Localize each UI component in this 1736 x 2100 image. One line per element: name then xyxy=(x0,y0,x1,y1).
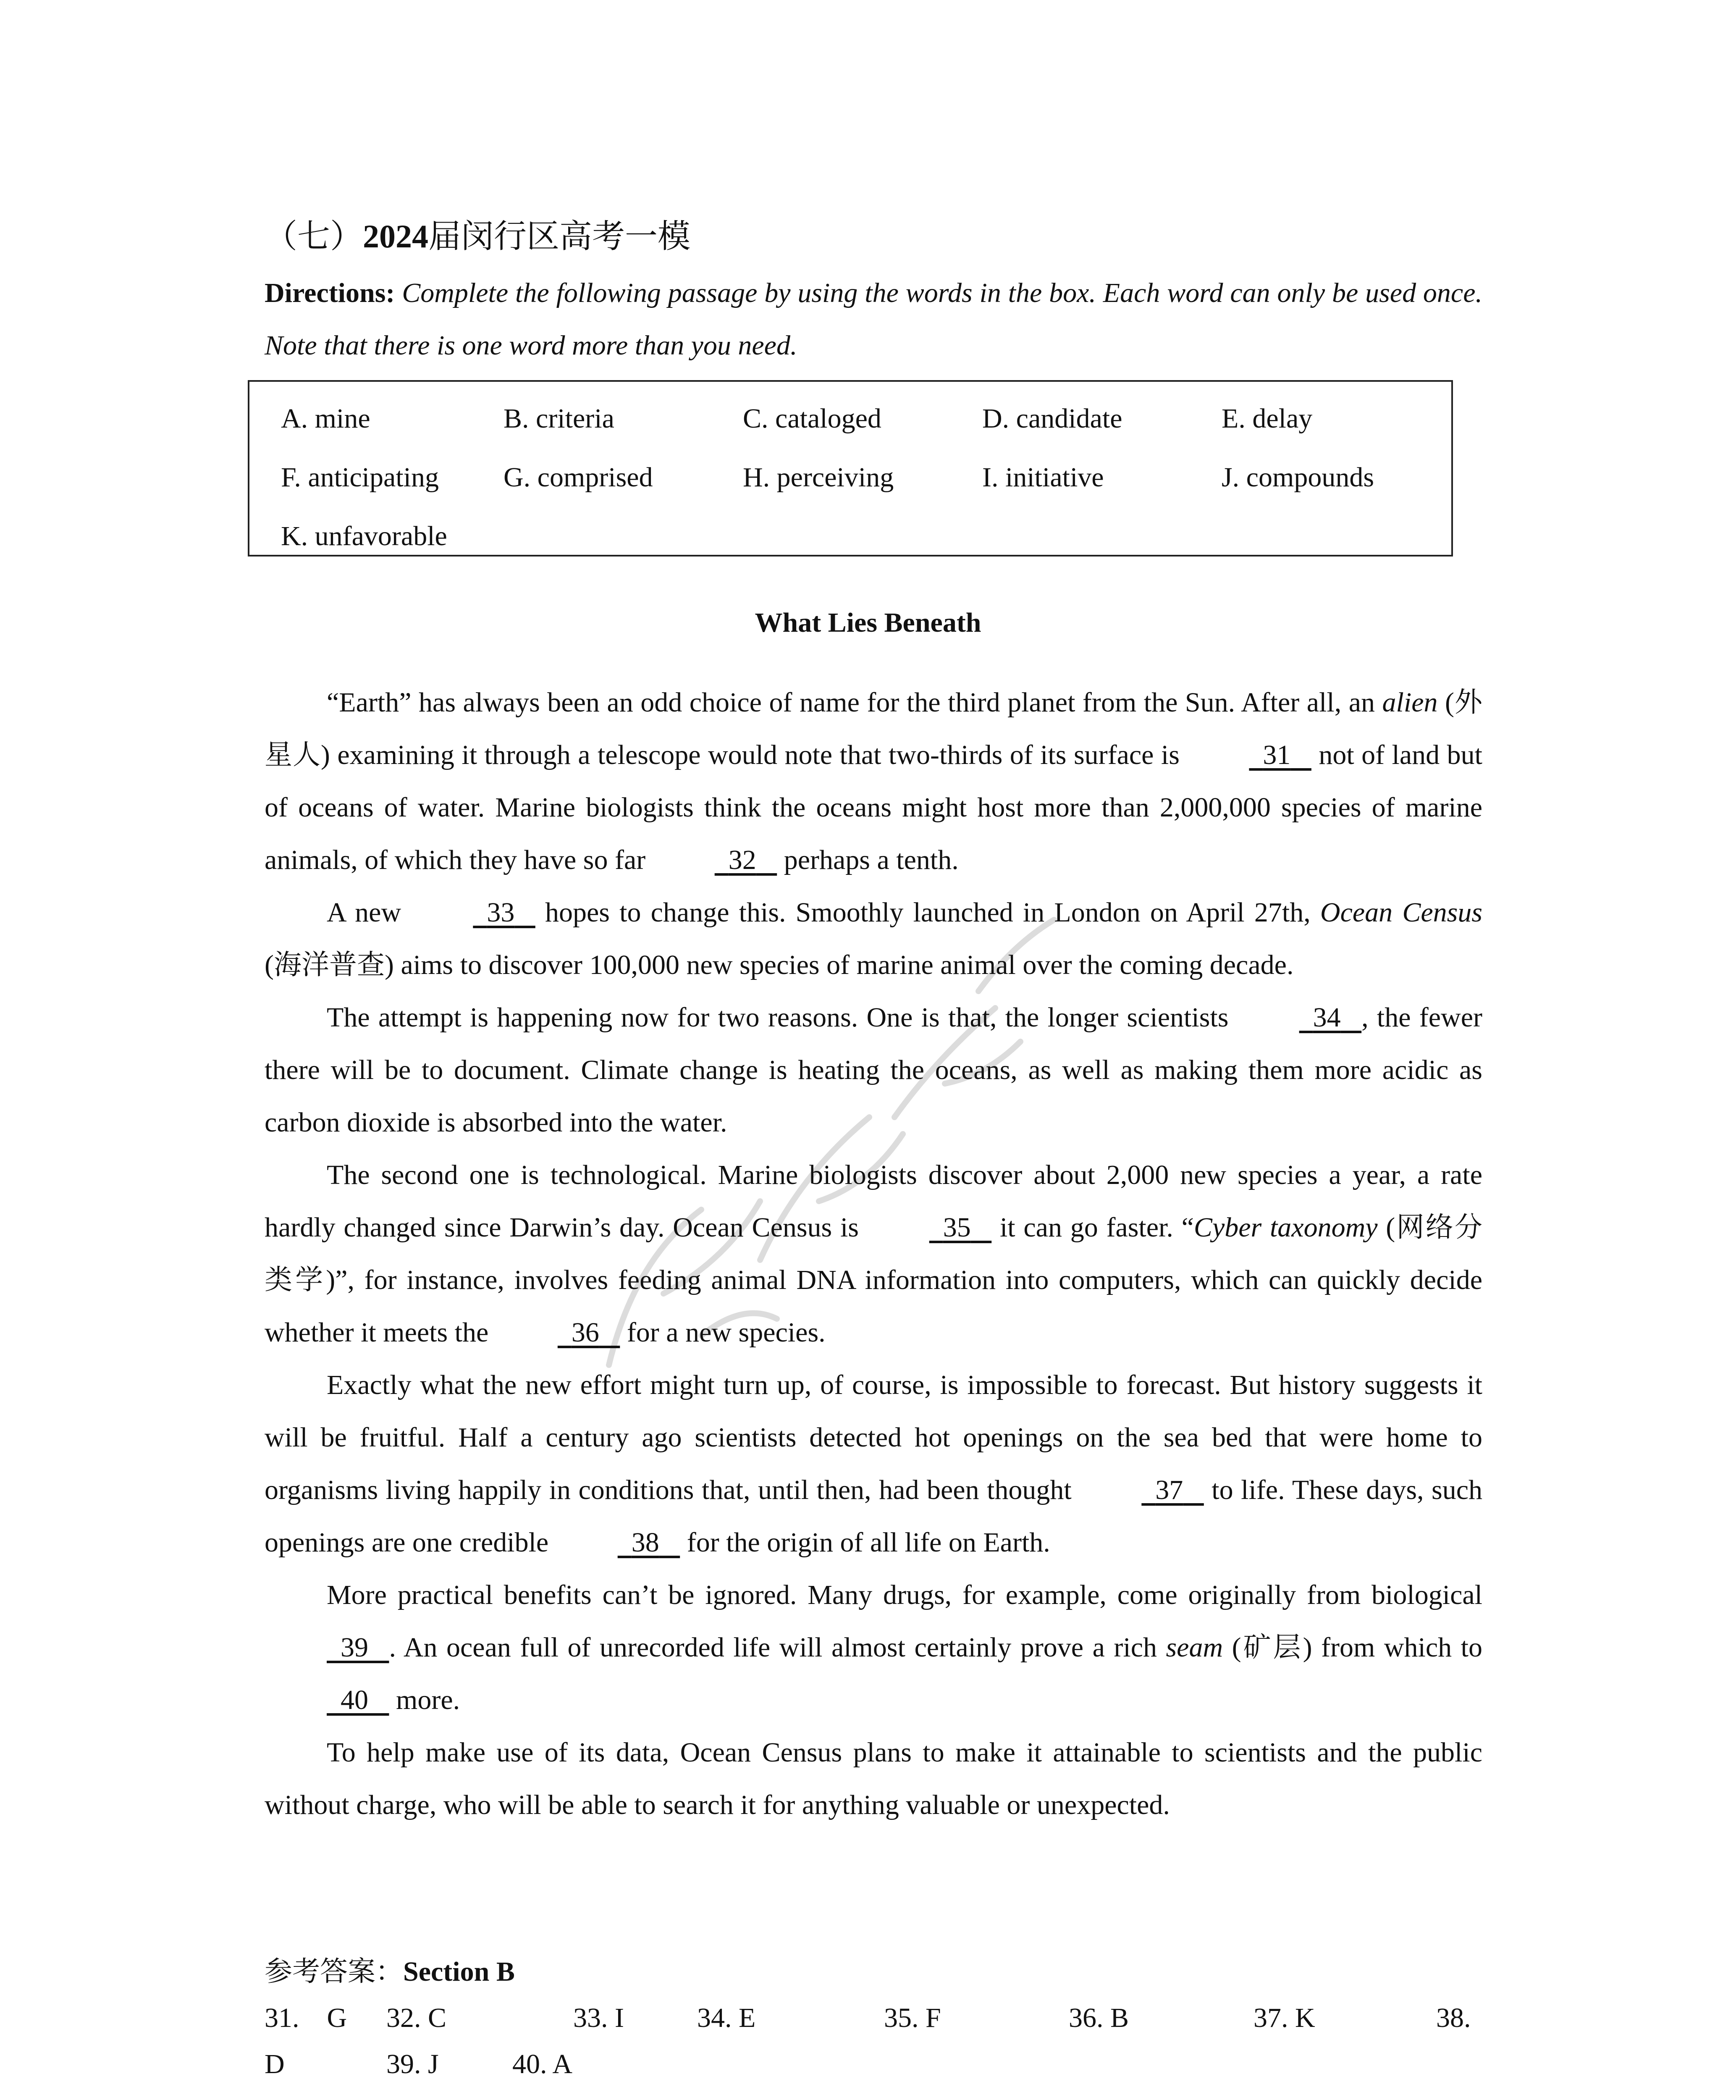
passage-title: What Lies Beneath xyxy=(755,607,981,638)
blank-34[interactable]: 34 xyxy=(1313,1002,1341,1033)
word-option: F. anticipating xyxy=(281,462,439,493)
answer-item: D xyxy=(265,2049,285,2079)
word-option: K. unfavorable xyxy=(281,521,447,551)
blank-35[interactable]: 35 xyxy=(943,1212,971,1243)
directions-label: Directions: xyxy=(265,278,395,308)
answer-item: 39. J xyxy=(386,2049,439,2079)
paragraph-3: The attempt is happening now for two reasons. One is that, the longer scientists 34 , the fewer there will be to document. Climate change is heating the oceans, as well as making them more acidic as carbon dioxide is absorbed into the water. xyxy=(265,991,1482,1149)
section-heading xyxy=(265,210,690,257)
answer-item: 35. F xyxy=(884,2003,941,2033)
answer-item: 34. E xyxy=(697,2003,756,2033)
word-option: B. criteria xyxy=(503,403,614,434)
word-option: G. comprised xyxy=(503,462,653,493)
passage xyxy=(265,676,1482,1831)
paragraph-7: To help make use of its data, Ocean Census plans to make it attainable to scientists and the public without charge, who will be able to search it for anything valuable or unexpected. xyxy=(265,1737,1482,1820)
answer-key-label: 参考答案：Section B xyxy=(265,1956,515,1987)
answer-item: 33. I xyxy=(573,2003,624,2033)
blank-36[interactable]: 36 xyxy=(571,1317,599,1348)
answer-item: 37. K xyxy=(1253,2003,1315,2033)
blank-37[interactable]: 37 xyxy=(1155,1475,1183,1505)
word-option: H. perceiving xyxy=(743,462,894,493)
answer-item: 31. G xyxy=(265,2003,347,2033)
word-option: I. initiative xyxy=(982,462,1104,493)
answer-item: 38. xyxy=(1436,2003,1471,2033)
directions-text: Complete the following passage by using the words in the box. Each word can only be used once. Note that there is one word more than you need. xyxy=(265,278,1483,361)
paragraph-5: Exactly what the new effort might turn up, of course, is impossible to forecast. But history suggests it will be fruitful. Half a century ago scientists detected hot openings on the sea bed that were home to organisms living happily in conditions that, until then, had been thought 37 to life. These days, such openings are one credible 38 for the origin of all life on Earth. xyxy=(265,1359,1482,1569)
answer-item: 40. A xyxy=(512,2049,573,2079)
paragraph-6: More practical benefits can’t be ignored. Many drugs, for example, come originally from biological 39 . An ocean full of unrecorded life will almost certainly prove a rich seam (矿层) from which to 40 more. xyxy=(265,1569,1482,1726)
paragraph-4: The second one is technological. Marine biologists discover about 2,000 new species a year, a rate hardly changed since Darwin’s day. Ocean Census is 35 it can go faster. “Cyber taxonomy (网络分类学)”, for instance, involves feeding animal DNA information into computers, which can quickly decide whether it meets the 36 for a new species. xyxy=(265,1149,1482,1359)
word-option: J. compounds xyxy=(1222,462,1374,493)
paragraph-2: A new 33 hopes to change this. Smoothly launched in London on April 27th, Ocean Census (海洋普查) aims to discover 100,000 new species of marine animal over the coming decade. xyxy=(265,886,1482,991)
heading-prefix: （七） xyxy=(265,218,363,255)
answer-key xyxy=(265,1949,1482,2079)
blank-40[interactable]: 40 xyxy=(341,1685,368,1715)
word-box xyxy=(248,380,1453,556)
word-option: A. mine xyxy=(281,403,370,434)
word-option: E. delay xyxy=(1222,403,1313,434)
heading-suffix: 届闵行区高考一模 xyxy=(428,218,691,255)
heading-year: 2024 xyxy=(363,218,429,255)
answer-item: 32. C xyxy=(386,2003,447,2033)
directions xyxy=(265,267,1482,372)
word-option: C. cataloged xyxy=(743,403,881,434)
paragraph-1: “Earth” has always been an odd choice of name for the third planet from the Sun. After all, an alien (外星人) examining it through a telescope would note that two-thirds of its surface is 31 not of land but of oceans of water. Marine biologists think the oceans might host more than 2,000,000 species of marine animals, of which they have so far 32 perhaps a tenth. xyxy=(265,676,1482,886)
word-option: D. candidate xyxy=(982,403,1122,434)
blank-31[interactable]: 31 xyxy=(1263,740,1291,770)
blank-39[interactable]: 39 xyxy=(341,1632,368,1663)
blank-38[interactable]: 38 xyxy=(631,1527,659,1558)
blank-32[interactable]: 32 xyxy=(728,845,756,875)
blank-33[interactable]: 33 xyxy=(487,897,515,928)
answer-item: 36. B xyxy=(1069,2003,1129,2033)
